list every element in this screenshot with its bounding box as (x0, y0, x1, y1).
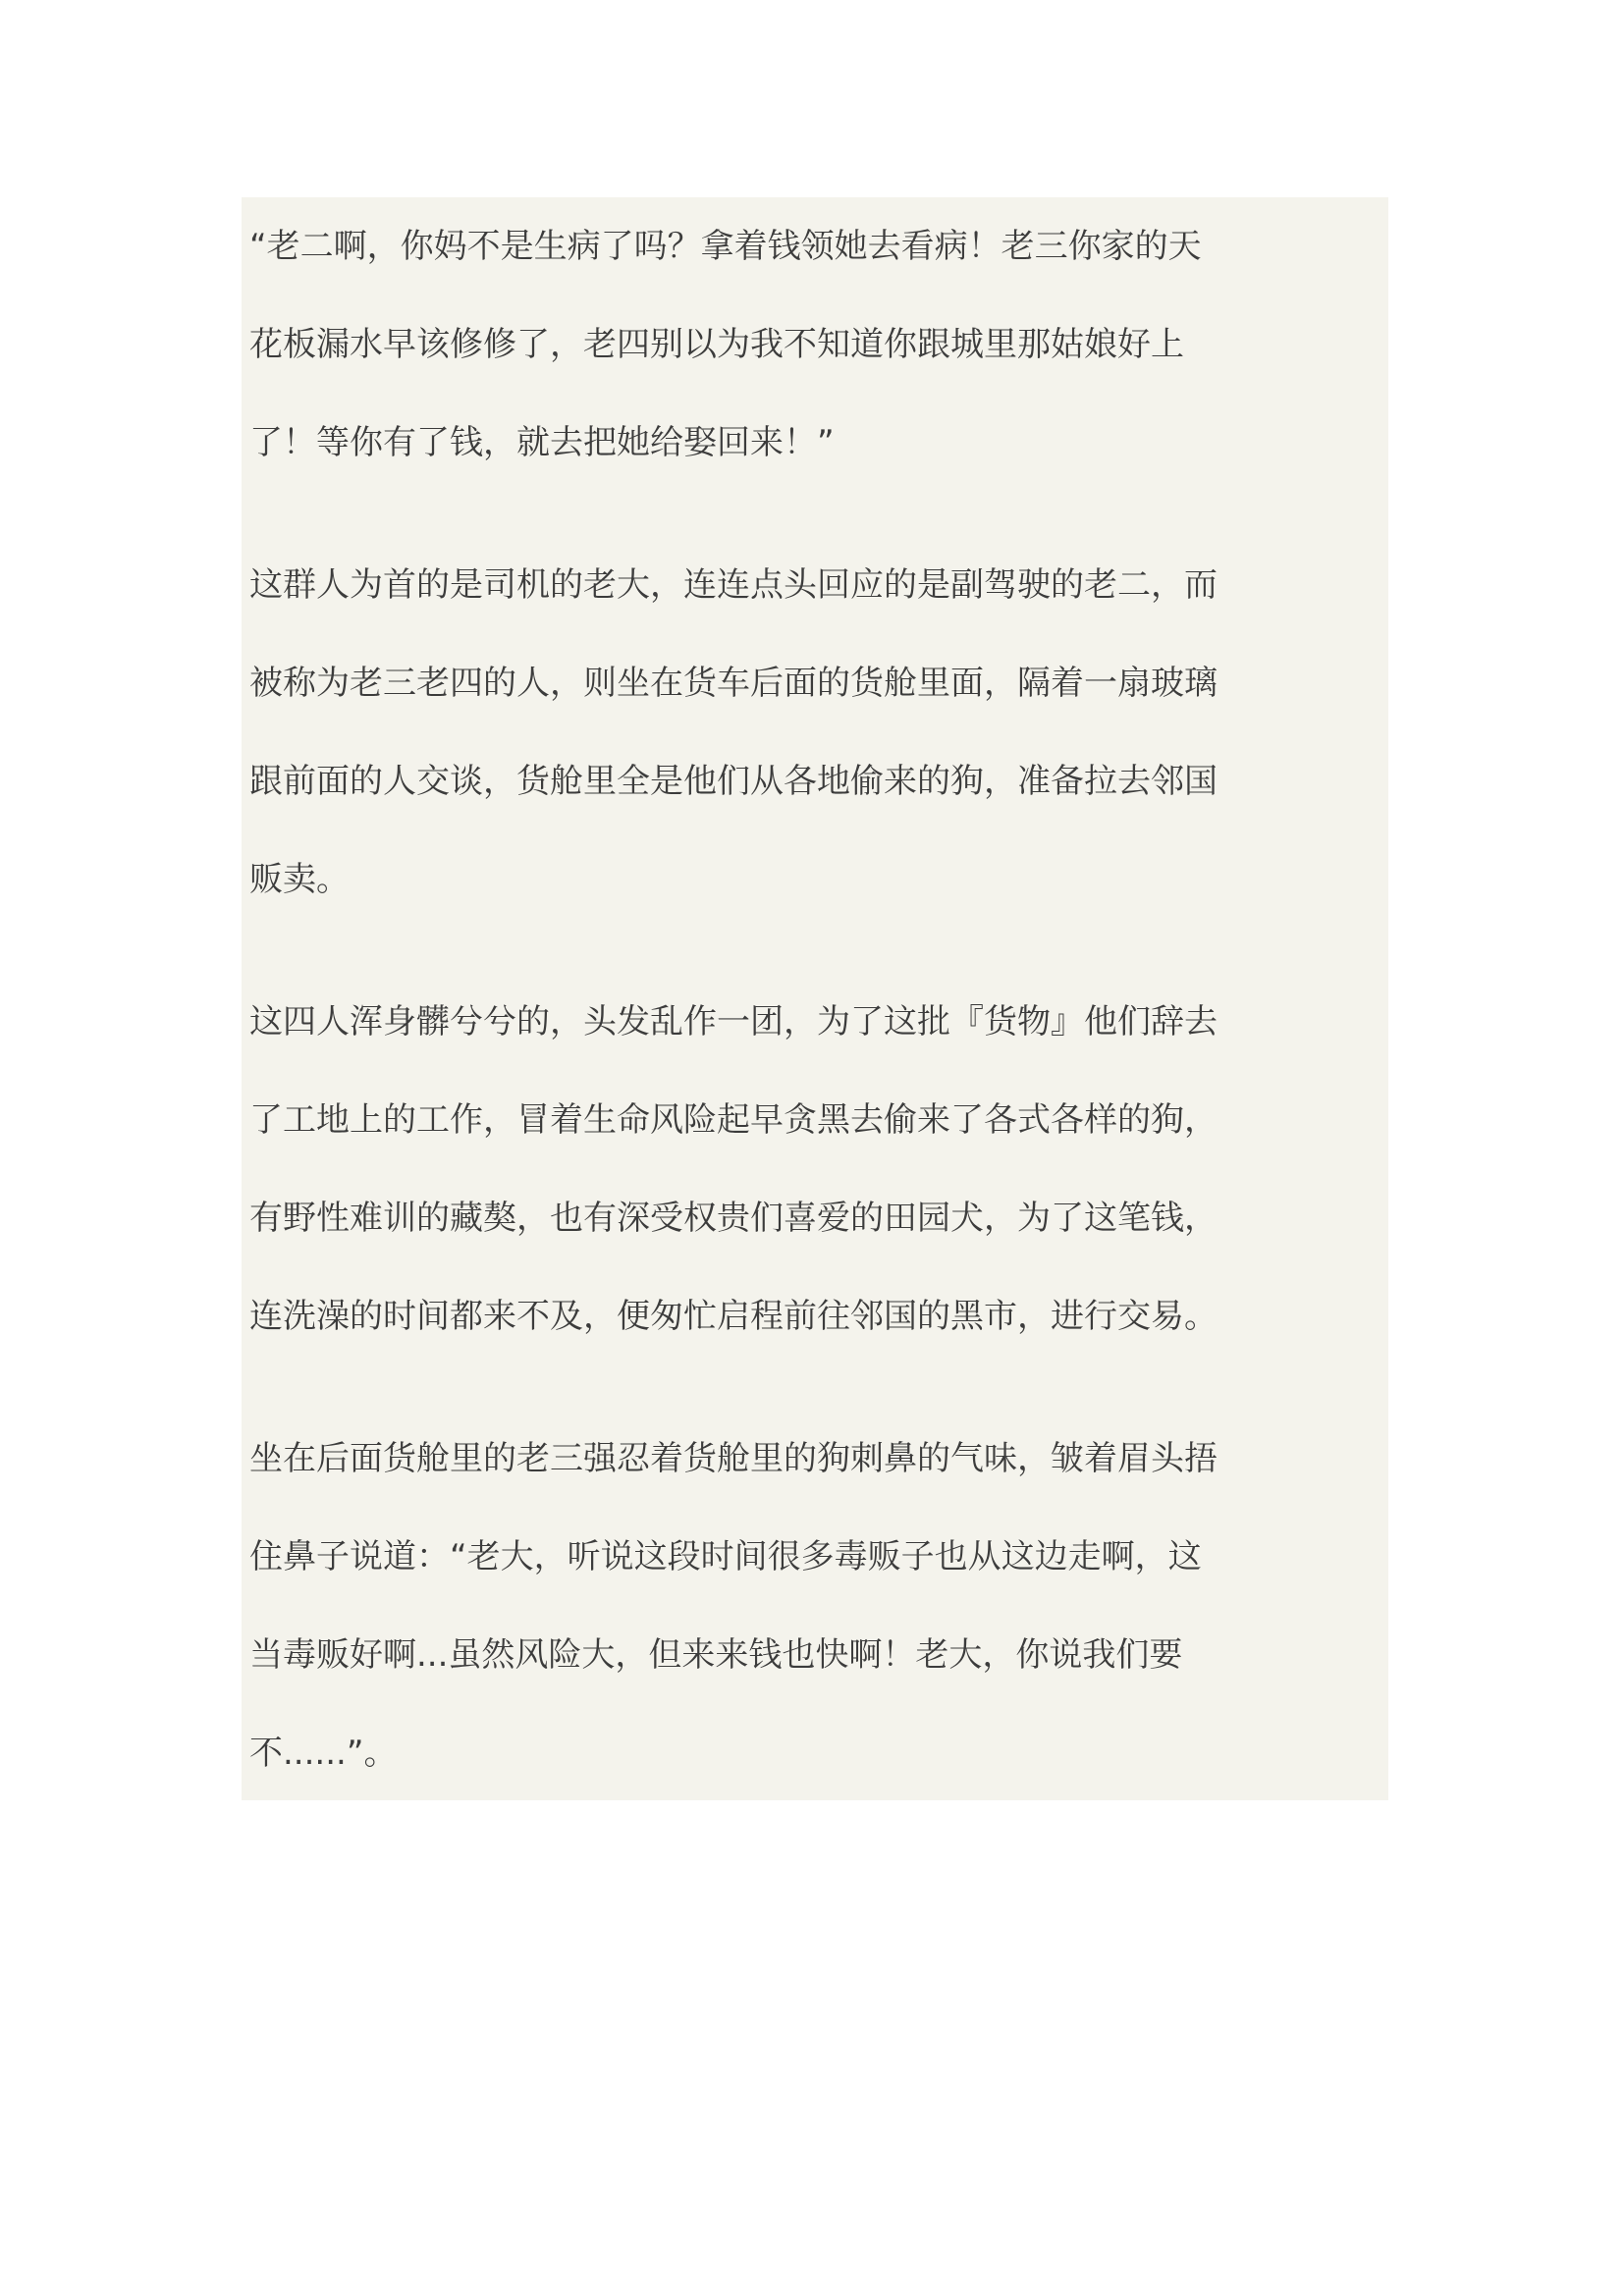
paragraph-2-line-4: 贩卖。 (249, 860, 350, 899)
paragraph-2-line-3: 跟前面的人交谈，货舱里全是他们从各地偷来的狗，准备拉去邻国 (249, 762, 1218, 801)
paragraph-2-line-2: 被称为老三老四的人，则坐在货车后面的货舱里面，隔着一扇玻璃 (249, 664, 1218, 703)
paragraph-3-line-4: 连洗澡的时间都来不及，便匆忙启程前往邻国的黑市，进行交易。 (249, 1297, 1218, 1336)
paragraph-2-line-1: 这群人为首的是司机的老大，连连点头回应的是副驾驶的老二，而 (249, 565, 1218, 605)
paragraph-3-line-3: 有野性难训的藏獒，也有深受权贵们喜爱的田园犬，为了这笔钱， (249, 1199, 1218, 1238)
paragraph-4-line-4: 不......”。 (249, 1734, 398, 1773)
paragraph-4-line-1: 坐在后面货舱里的老三强忍着货舱里的狗刺鼻的气味，皱着眉头捂 (249, 1439, 1218, 1478)
paragraph-1-line-2: 花板漏水早该修修了，老四别以为我不知道你跟城里那姑娘好上 (249, 325, 1184, 364)
paragraph-3-line-2: 了工地上的工作，冒着生命风险起早贪黑去偷来了各式各样的狗， (249, 1100, 1218, 1140)
paragraph-4-line-2: 住鼻子说道：“老大，听说这段时间很多毒贩子也从这边走啊，这 (249, 1537, 1202, 1576)
paragraph-1-line-3: 了！等你有了钱，就去把她给娶回来！” (249, 423, 835, 462)
paragraph-4-line-3: 当毒贩好啊...虽然风险大，但来来钱也快啊！老大，你说我们要 (249, 1635, 1183, 1675)
text-block (242, 197, 1388, 1800)
paragraph-1-line-1: “老二啊，你妈不是生病了吗？拿着钱领她去看病！老三你家的天 (249, 227, 1202, 266)
paragraph-3-line-1: 这四人浑身髒兮兮的，头发乱作一团，为了这批『货物』他们辞去 (249, 1002, 1218, 1041)
